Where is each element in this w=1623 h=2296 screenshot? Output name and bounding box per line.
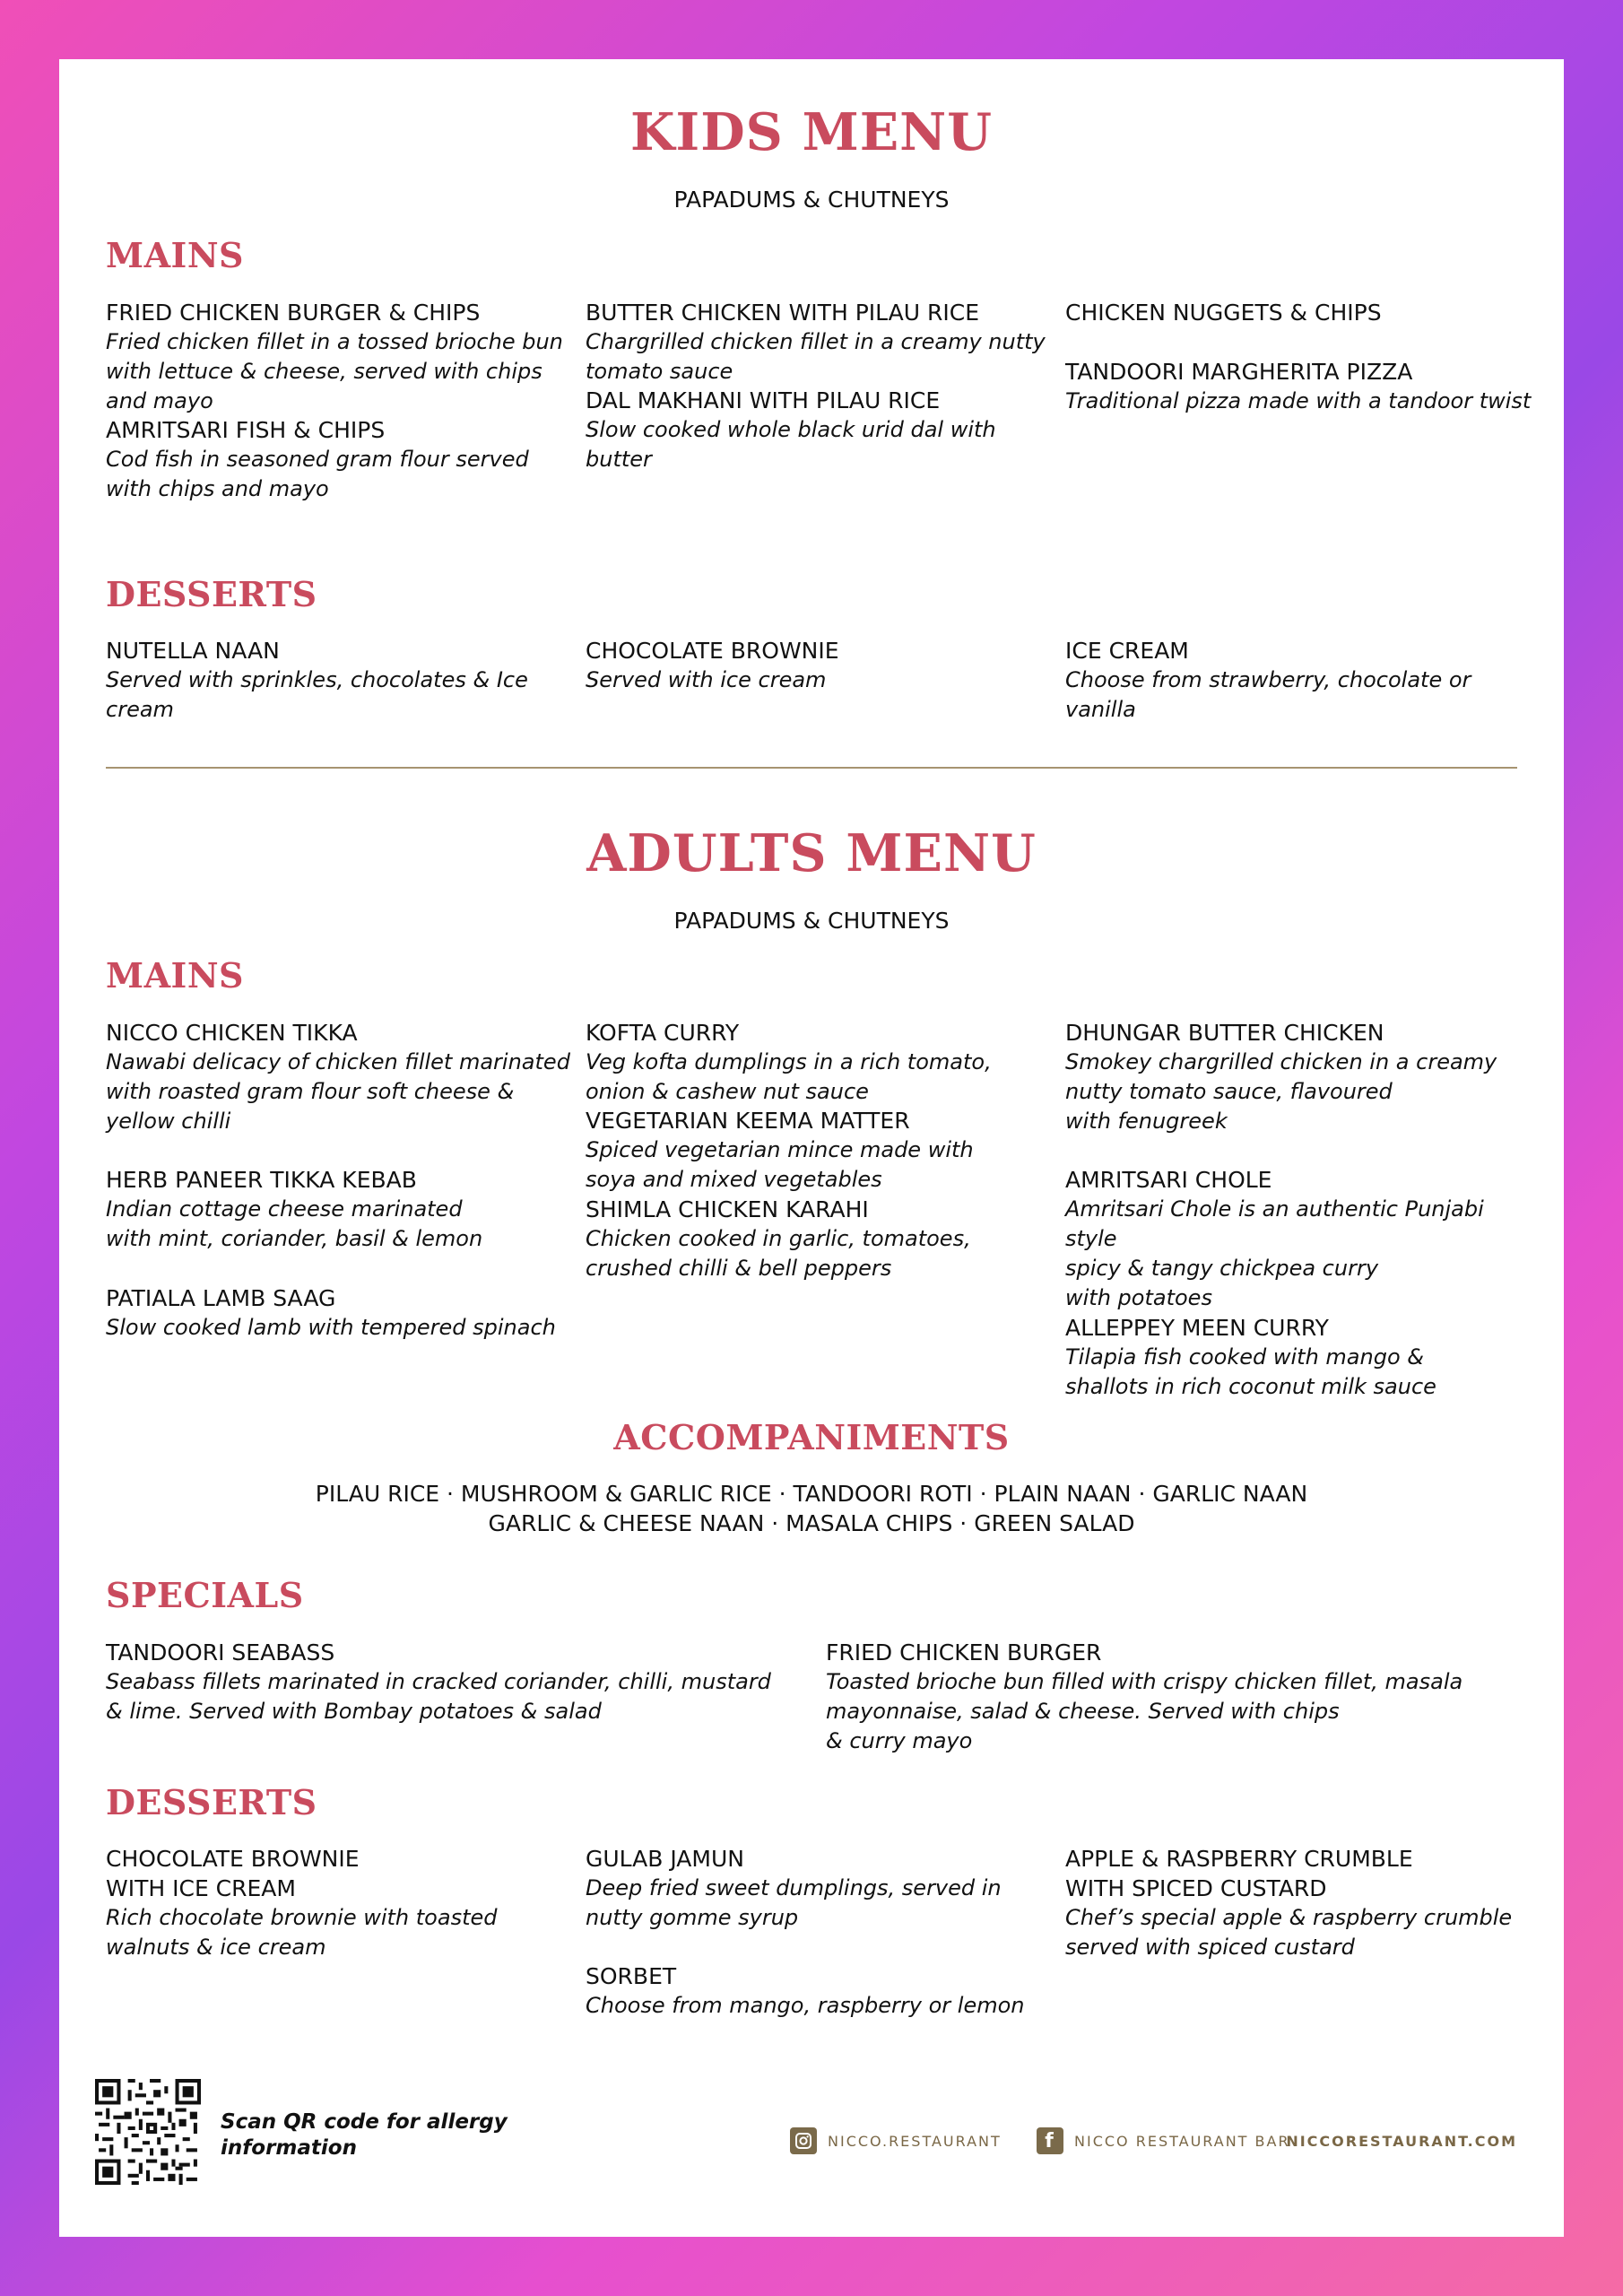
menu-item [586,1018,1052,1107]
item-name: NUTELLA NAAN [106,638,280,664]
item-name: KOFTA CURRY [586,1020,740,1046]
item-desc: Cod fish in seasoned gram flour served with chips and mayo [106,447,529,501]
item-desc: Chicken cooked in garlic, tomatoes, crushed chilli & bell peppers [586,1226,971,1281]
item-name: DHUNGAR BUTTER CHICKEN [1065,1020,1384,1046]
kids-menu-title-wrap [59,102,1564,162]
menu-item [586,1106,1052,1195]
kids-desserts-heading-wrap [106,574,317,614]
menu-item [1065,298,1541,327]
item-name: HERB PANEER TIKKA KEBAB [106,1167,417,1193]
item-name: APPLE & RASPBERRY CRUMBLE WITH SPICED CUSTARD [1065,1846,1413,1901]
item-name: SORBET [586,1963,677,1989]
menu-item [106,1283,572,1343]
adults-desserts-heading: DESSERTS [106,1782,317,1822]
item-name: PATIALA LAMB SAAG [106,1285,336,1311]
menu-item [1065,636,1541,725]
menu-item [106,1844,572,1962]
item-desc: Served with sprinkles, chocolates & Ice cream [106,667,528,722]
item-desc: Chargrilled chicken fillet in a creamy nutty tomato sauce [586,329,1046,384]
menu-item [586,298,1052,387]
kids-subtitle: PAPADUMS & CHUTNEYS [673,187,950,213]
qr-code-icon[interactable] [95,2079,201,2185]
adults-subtitle-wrap [59,908,1564,934]
adults-subtitle: PAPADUMS & CHUTNEYS [673,908,950,934]
qr-caption: Scan QR code for allergy information [221,2110,508,2160]
item-desc: Nawabi delicacy of chicken fillet marinated with roasted gram flour soft cheese & yellow chilli [106,1049,570,1134]
item-desc: Tilapia fish cooked with mango & shallots in rich coconut milk sauce [1065,1344,1436,1399]
item-desc: Fried chicken fillet in a tossed brioche bun with lettuce & cheese, served with chips and mayo [106,329,563,413]
item-name: TANDOORI MARGHERITA PIZZA [1065,359,1413,385]
instagram-link[interactable] [790,2126,1002,2156]
item-name: DAL MAKHANI WITH PILAU RICE [586,387,941,413]
menu-item [1065,1165,1541,1313]
item-name: CHICKEN NUGGETS & CHIPS [1065,300,1382,326]
item-name: ALLEPPEY MEEN CURRY [1065,1315,1329,1341]
item-name: FRIED CHICKEN BURGER [826,1639,1102,1665]
kids-subtitle-wrap [59,187,1564,213]
item-name: SHIMLA CHICKEN KARAHI [586,1196,869,1222]
item-desc: Choose from strawberry, chocolate or vanilla [1065,667,1471,722]
kids-desserts-heading: DESSERTS [106,574,317,614]
section-divider [106,767,1517,769]
facebook-handle: NICCO RESTAURANT BAR [1074,2132,1290,2150]
item-name: BUTTER CHICKEN WITH PILAU RICE [586,300,979,326]
menu-item [586,1195,1052,1283]
item-name: GULAB JAMUN [586,1846,744,1872]
adults-mains-heading-wrap [106,955,244,996]
item-name: NICCO CHICKEN TIKKA [106,1020,358,1046]
accompaniments-heading: ACCOMPANIMENTS [613,1417,1010,1457]
item-name: CHOCOLATE BROWNIE [586,638,839,664]
menu-sheet [59,59,1564,2237]
menu-item [106,1165,572,1254]
item-desc: Toasted brioche bun filled with crispy chicken fillet, masala mayonnaise, salad & cheese. Served with chips & curry mayo [826,1669,1463,1753]
menu-item [106,415,572,504]
menu-item [826,1638,1525,1756]
menu-item [1065,1018,1541,1136]
menu-item [1065,357,1541,416]
kids-mains-heading-wrap [106,235,244,275]
item-desc: Seabass fillets marinated in cracked coriander, chilli, mustard & lime. Served with Bombay potatoes & salad [106,1669,771,1724]
item-desc: Slow cooked whole black urid dal with butter [586,417,996,472]
item-name: FRIED CHICKEN BURGER & CHIPS [106,300,481,326]
menu-item [586,1844,1052,1933]
menu-item [106,298,572,416]
menu-item [106,1638,787,1726]
menu-item [106,636,572,725]
kids-menu-title: KIDS MENU [630,102,993,162]
instagram-handle: NICCO.RESTAURANT [828,2132,1002,2150]
item-name: CHOCOLATE BROWNIE WITH ICE CREAM [106,1846,360,1901]
website-link[interactable]: NICCORESTAURANT.COM [1286,2132,1517,2150]
instagram-icon [790,2127,817,2154]
menu-item [586,386,1052,474]
menu-item [1065,1313,1541,1402]
item-desc: Veg kofta dumplings in a rich tomato, onion & cashew nut sauce [586,1049,992,1104]
item-desc: Indian cottage cheese marinated with mint, coriander, basil & lemon [106,1196,483,1251]
item-name: AMRITSARI CHOLE [1065,1167,1272,1193]
item-name: AMRITSARI FISH & CHIPS [106,417,386,443]
facebook-link[interactable] [1037,2126,1290,2156]
item-name: ICE CREAM [1065,638,1189,664]
menu-item [586,1961,1052,2021]
menu-item [1065,1844,1541,1962]
adults-mains-heading: MAINS [106,955,244,996]
accompaniments-line-1: PILAU RICE · MUSHROOM & GARLIC RICE · TANDOORI ROTI · PLAIN NAAN · GARLIC NAAN [315,1481,1308,1507]
specials-heading: SPECIALS [106,1575,304,1615]
item-desc: Amritsari Chole is an authentic Punjabi style spicy & tangy chickpea curry with potatoes [1065,1196,1484,1310]
item-desc: Spiced vegetarian mince made with soya and mixed vegetables [586,1137,974,1192]
item-desc: Traditional pizza made with a tandoor twist [1065,388,1532,413]
menu-item [106,1018,572,1136]
adults-desserts-heading-wrap [106,1782,317,1822]
item-desc: Served with ice cream [586,667,827,692]
item-name: VEGETARIAN KEEMA MATTER [586,1108,910,1134]
item-desc: Chef’s special apple & raspberry crumble served with spiced custard [1065,1905,1513,1960]
item-desc: Deep fried sweet dumplings, served in nutty gomme syrup [586,1875,1002,1930]
item-name: TANDOORI SEABASS [106,1639,335,1665]
item-desc: Smokey chargrilled chicken in a creamy nutty tomato sauce, flavoured with fenugreek [1065,1049,1497,1134]
adults-menu-title: ADULTS MENU [586,823,1037,883]
item-desc: Rich chocolate brownie with toasted walnuts & ice cream [106,1905,498,1960]
facebook-icon: f [1037,2127,1063,2154]
specials-heading-wrap [106,1575,304,1615]
item-desc: Slow cooked lamb with tempered spinach [106,1315,556,1340]
accompaniments-line-2: GARLIC & CHEESE NAAN · MASALA CHIPS · GREEN SALAD [488,1510,1135,1536]
item-desc: Choose from mango, raspberry or lemon [586,1993,1025,2018]
kids-mains-heading: MAINS [106,235,244,275]
accompaniments-heading-wrap [59,1417,1564,1457]
menu-item [586,636,1052,695]
adults-menu-title-wrap [59,823,1564,883]
